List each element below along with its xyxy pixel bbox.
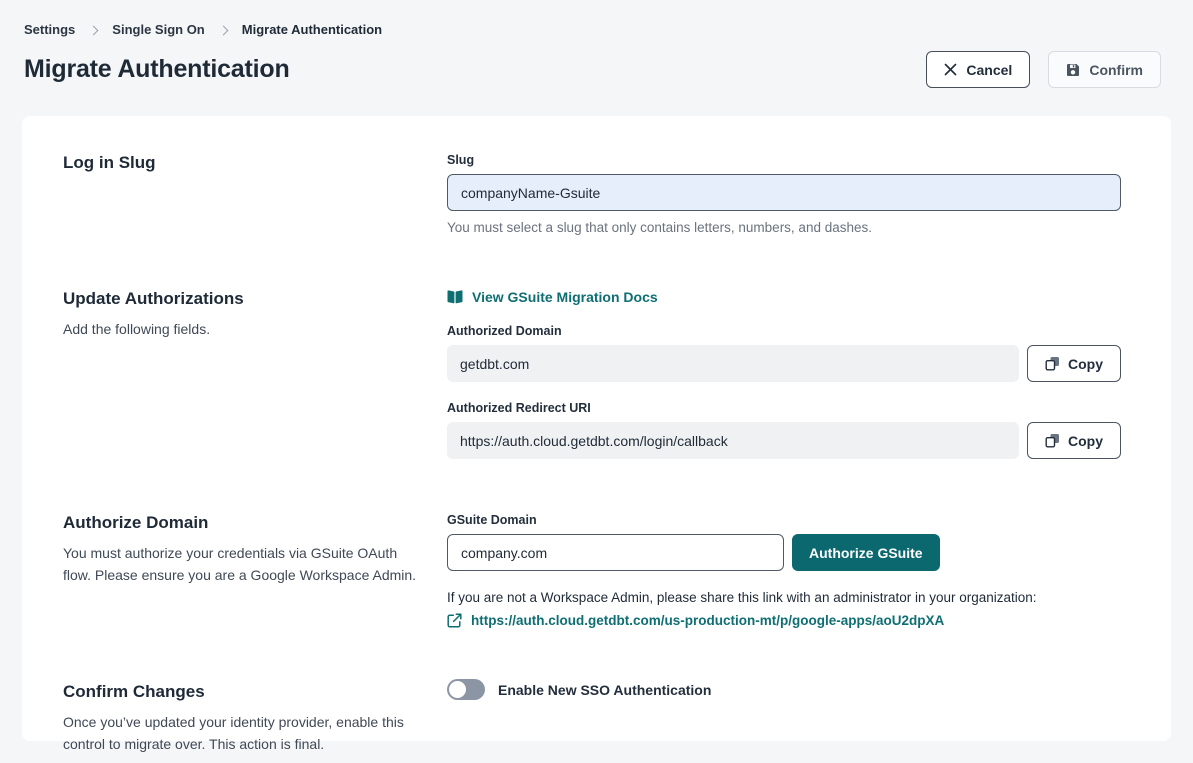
section-login-slug: [63, 153, 1131, 235]
enable-new-sso-toggle-label: Enable New SSO Authentication: [498, 681, 712, 698]
slug-input[interactable]: [447, 174, 1121, 211]
settings-card: [22, 116, 1171, 753]
authorize-domain-description: You must authorize your credentials via GSuite OAuth flow. Please ensure you are a Google Workspace Admin.: [63, 545, 417, 584]
admin-share-link-label: https://auth.cloud.getdbt.com/us-production-mt/p/google-apps/aoU2dpXA: [471, 613, 945, 628]
section-confirm-changes: [63, 682, 1131, 756]
cancel-button[interactable]: [926, 51, 1030, 88]
confirm-changes-description: Once you’ve updated your identity provider, enable this control to migrate over. This action is final.: [63, 714, 404, 753]
save-icon: [1066, 63, 1080, 77]
chevron-right-icon: [218, 25, 228, 35]
chevron-right-icon: [89, 25, 99, 35]
update-authorizations-description: Add the following fields.: [63, 321, 211, 337]
copy-icon: [1045, 433, 1060, 448]
update-authorizations-heading: Update Authorizations: [63, 289, 244, 308]
book-icon: [447, 290, 463, 304]
gsuite-domain-input[interactable]: [447, 534, 784, 571]
admin-share-link[interactable]: [447, 613, 1121, 628]
copy-button-label: Copy: [1068, 355, 1103, 372]
breadcrumb-single-sign-on[interactable]: Single Sign On: [112, 22, 205, 37]
breadcrumb: [24, 22, 1161, 37]
enable-new-sso-toggle[interactable]: [447, 679, 485, 700]
copy-button-label: Copy: [1068, 432, 1103, 449]
authorize-gsuite-button[interactable]: [792, 534, 940, 571]
page-header: [0, 0, 1193, 116]
view-gsuite-migration-docs-link[interactable]: [447, 289, 658, 305]
close-icon: [944, 63, 957, 76]
section-update-authorizations: [63, 289, 1131, 459]
confirm-button[interactable]: [1048, 51, 1161, 88]
external-link-icon: [447, 613, 462, 628]
authorized-domain-label: Authorized Domain: [447, 324, 562, 338]
confirm-button-label: Confirm: [1089, 61, 1143, 78]
authorize-gsuite-button-label: Authorize GSuite: [809, 544, 923, 561]
slug-helper-text: You must select a slug that only contains letters, numbers, and dashes.: [447, 220, 872, 235]
gsuite-domain-label: GSuite Domain: [447, 513, 537, 527]
copy-authorized-domain-button[interactable]: [1027, 345, 1121, 382]
breadcrumb-settings[interactable]: Settings: [24, 22, 76, 37]
workspace-admin-note: If you are not a Workspace Admin, please share this link with an administrator in your organization:: [447, 590, 1037, 605]
header-actions: [926, 51, 1161, 88]
toggle-knob: [449, 681, 466, 698]
authorize-domain-heading: Authorize Domain: [63, 513, 209, 532]
authorized-redirect-uri-value: https://auth.cloud.getdbt.com/login/callback: [447, 422, 1019, 459]
login-slug-heading: Log in Slug: [63, 153, 156, 172]
slug-label: Slug: [447, 153, 475, 167]
cancel-button-label: Cancel: [966, 61, 1013, 78]
copy-redirect-uri-button[interactable]: [1027, 422, 1121, 459]
docs-link-label: View GSuite Migration Docs: [472, 289, 658, 305]
authorized-redirect-uri-label: Authorized Redirect URI: [447, 401, 591, 415]
breadcrumb-migrate-authentication: Migrate Authentication: [241, 22, 383, 37]
copy-icon: [1045, 356, 1060, 371]
page-title: Migrate Authentication: [24, 55, 290, 83]
confirm-changes-heading: Confirm Changes: [63, 682, 205, 701]
authorized-domain-value: getdbt.com: [447, 345, 1019, 382]
section-authorize-domain: [63, 513, 1131, 628]
